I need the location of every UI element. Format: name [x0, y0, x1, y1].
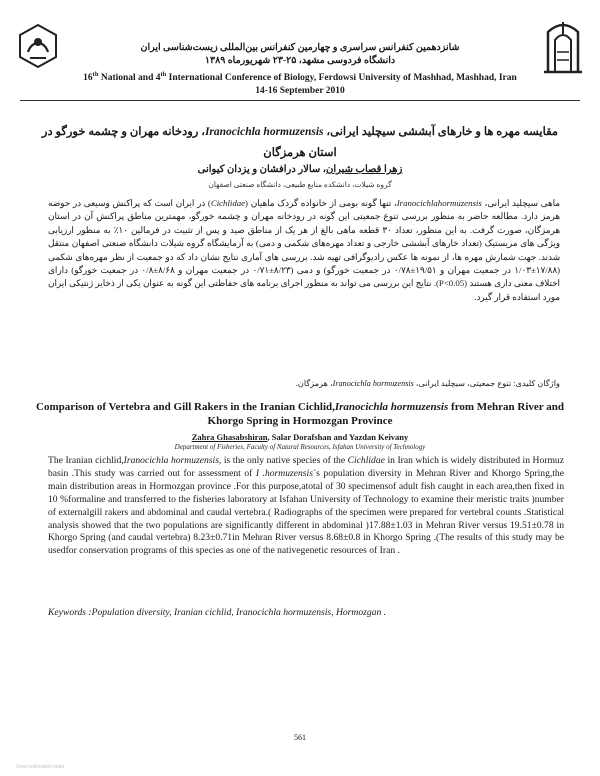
header-english-line-1: 16th National and 4th International Conference of Biology, Ferdowsi University of Mashhad, Mashhad, Iran — [83, 71, 517, 84]
header-persian-line-2: دانشگاه فردوسی مشهد، ۲۵-۲۳ شهریورماه ۱۳۸۹ — [204, 56, 396, 66]
persian-title: مقایسه مهره ها و خارهای آبششی سیچلید ایرانی، Iranocichla hormuzensis، رودخانه مهران و چشمه خورگو در استان هرمزگان — [41, 126, 559, 159]
page-number: 561 — [294, 733, 306, 742]
header-conference-dates: 14-16 September 2010 — [255, 86, 345, 96]
english-title: Comparison of Vertebra and Gill Rakers in the Iranian Cichlid,Iranocichla hormuzensis from Mehran River and Khorgo Spring in Hormozgan Province — [36, 401, 564, 427]
english-authors: Zahra Ghasabshiran, Salar Dorafshan and Yazdan Keivany — [191, 432, 409, 442]
university-logo-icon — [540, 18, 586, 74]
persian-abstract: ماهی سیچلید ایرانی، Iranocichlahormuzensis، تنها گونه بومی از خانواده گردک ماهیان (Cichlidae) در ایران است که پراکنش وسیعی در حوضه هرمز دارد. مطالعه حاضر به منظور بررسی تنوع جمعیتی این گونه در رودخانه مهران و چشمه خورگو، مهمترین مناطق پراکنش آن در استان هرمزگان، صورت گرفت. به این منظور، تعداد ۳۰ قطعه ماهی بالغ از هر یک از مناطق صید و پس از تثبیت در فرمالین ۱۰٪ به منظور ارزیابی ویژگی های مریستیک (تعداد خارهای آبششی خارجی و تعداد مهره‌های شکمی و دمی) به آزمایشگاه گروه شیلات دانشگاه صنعتی اصفهان منتقل شدند. جهت شمارش مهره ها، از نمونه ها عکس رادیوگرافی تهیه شد. بررسی های آماری نتایج نشان داد که دو جمعیت از نظر مهره‌های شکمی (۱۷/۸۸±۱/۰۳ در جمعیت مهران و ۱۹/۵۱±۰/۷۸ در جمعیت خورگو) و دمی (۸/۲۳±۰/۷۱ در جمعیت مهران و ۸/۶۸±۰/۸ در جمعیت خورگو) دارای اختلاف معنی داری هستند (P<0.05). نتایج این بررسی می تواند به منظور اجرای برنامه های حفاظتی این گونه به عنوان یکی از ذخایر ژنتیکی ایران مورد استفاده قرار گیرد. — [48, 198, 561, 302]
english-affiliation: Department of Fisheries, Faculty of Natural Resources, Isfahan University of Technology — [174, 443, 426, 451]
view-publication-stats-link[interactable]: View publication stats — [16, 764, 64, 770]
conference-header — [0, 14, 600, 100]
conference-logo-icon — [16, 22, 60, 70]
english-keywords: Keywords :Population diversity, Iranian cichlid, Iranocichla hormuzensis, Hormozgan . — [48, 607, 387, 618]
english-first-author: Zahra Ghasabshiran — [191, 432, 268, 442]
persian-affiliation: گروه شیلات، دانشکده منابع طبیعی، دانشگاه صنعتی اصفهان — [208, 180, 392, 189]
persian-keywords: واژگان کلیدی: تنوع جمعیتی، سیچلید ایرانی، Iranocichla hormuzensis، هرمزگان. — [295, 379, 560, 388]
header-divider — [20, 100, 580, 101]
header-persian-line-1: شانزدهمین کنفرانس سراسری و چهارمین کنفرانس بین‌المللی زیست‌شناسی ایران — [140, 43, 460, 53]
persian-first-author: زهرا قصاب شیران — [326, 164, 403, 175]
english-abstract: The Iranian cichlid,Iranocichla hormuzensis, is the only native species of the Cichlidae in Iran which is widely distributed in Hormuz basin .This study was carried out for assessment of I .hormuzensis`s population diversity in Mehran River and Khorgo Spring,the main distribution areas in Hormozgan province .For this purpose,atotal of 30 specimensof adult fish caught in each area,then fixed in 10 %formaline and transferred to the fisheries laboratory at Isfahan University of Technology to examine their meristic traits )number of externalgill rakers and abdominal and caudal vertebra.( Radiographs of the specimen were prepared for vertebral counts .Statistical analysis showed that the two populations are significantly different in abdominal )17.88±1.03 in Mehran River versus 19.51±0.78 in Khorgo Spring (and caudal vertebra) 8.23±0.71in Mehran River versus 8.68±0.8 in Khorgo Spring .(The results of this study may be usedfor conservation programs of this species as one of the nativegenetic resources of Iran . — [48, 455, 564, 557]
persian-authors: زهرا قصاب شیران، سالار درافشان و یزدان کیوانی — [197, 164, 403, 175]
